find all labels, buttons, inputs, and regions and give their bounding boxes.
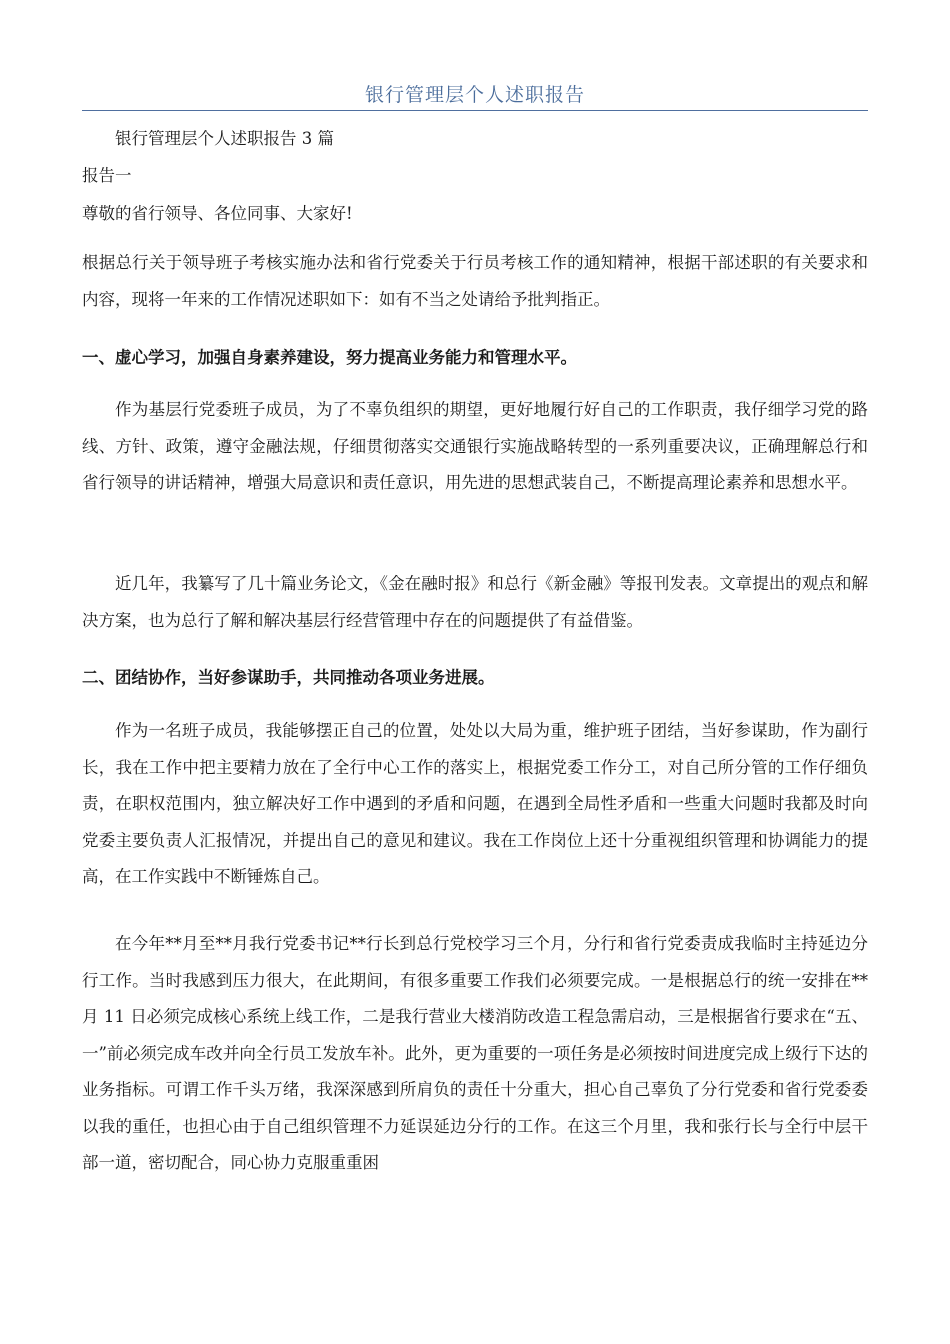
section-2-paragraph-2: 在今年**月至**月我行党委书记**行长到总行党校学习三个月，分行和省行党委责成我临时主持延边分行工作。当时我感到压力很大，在此期间，有很多重要工作我们必须要完成。一是根据总行的统一安排在**月 11 日必须完成核心系统上线工作，二是我行营业大楼消防改造工程急需启动，三是根据省行要求在“五、一”前必须完成车改并向全行员工发放车补。此外，更为重要的一项任务是必须按时间进度完成上级行下达的业务指标。可谓工作千头万绪，我深深感到所肩负的责任十分重大，担心自己辜负了分行党委和省行党委委以我的重任，也担心由于自己组织管理不力延误延边分行的工作。在这三个月里，我和张行长与全行中层干部一道，密切配合，同心协力克服重重困	[82, 934, 868, 1172]
section-1-paragraph-1: 作为基层行党委班子成员，为了不辜负组织的期望，更好地履行好自己的工作职责，我仔细学习党的路线、方针、政策，遵守金融法规，仔细贯彻落实交通银行实施战略转型的一系列重要决议，正确理解总行和省行领导的讲话精神，增强大局意识和责任意识，用先进的思想武装自己，不断提高理论素养和思想水平。	[82, 400, 868, 492]
header-title: 银行管理层个人述职报告	[364, 84, 585, 106]
section-2-heading: 二、团结协作，当好参谋助手，共同推动各项业务进展。	[82, 668, 495, 687]
document-subtitle: 银行管理层个人述职报告 3 篇	[115, 129, 334, 148]
section-2-paragraph-1: 作为一名班子成员，我能够摆正自己的位置，处处以大局为重，维护班子团结，当好参谋助，作为副行长，我在工作中把主要精力放在了全行中心工作的落实上，根据党委工作分工，对自己所分管的工作仔细负责，在职权范围内，独立解决好工作中遇到的矛盾和问题，在遇到全局性矛盾和一些重大问题时我都及时向党委主要负责人汇报情况，并提出自己的意见和建议。我在工作岗位上还十分重视组织管理和协调能力的提高，在工作实践中不断锤炼自己。	[82, 721, 868, 886]
greeting: 尊敬的省行领导、各位同事、大家好!	[82, 204, 353, 223]
intro-paragraph: 根据总行关于领导班子考核实施办法和省行党委关于行员考核工作的通知精神，根据干部述职的有关要求和内容，现将一年来的工作情况述职如下：如有不当之处请给予批判指正。	[82, 253, 868, 309]
section-1-paragraph-2: 近几年，我纂写了几十篇业务论文，《金在融时报》和总行《新金融》等报刊发表。文章提出的观点和解决方案，也为总行了解和解决基层行经营管理中存在的问题提供了有益借鉴。	[82, 574, 868, 630]
report-label: 报告一	[82, 166, 132, 185]
section-1-heading: 一、虚心学习，加强自身素养建设，努力提高业务能力和管理水平。	[82, 348, 577, 367]
document-header	[82, 80, 868, 111]
